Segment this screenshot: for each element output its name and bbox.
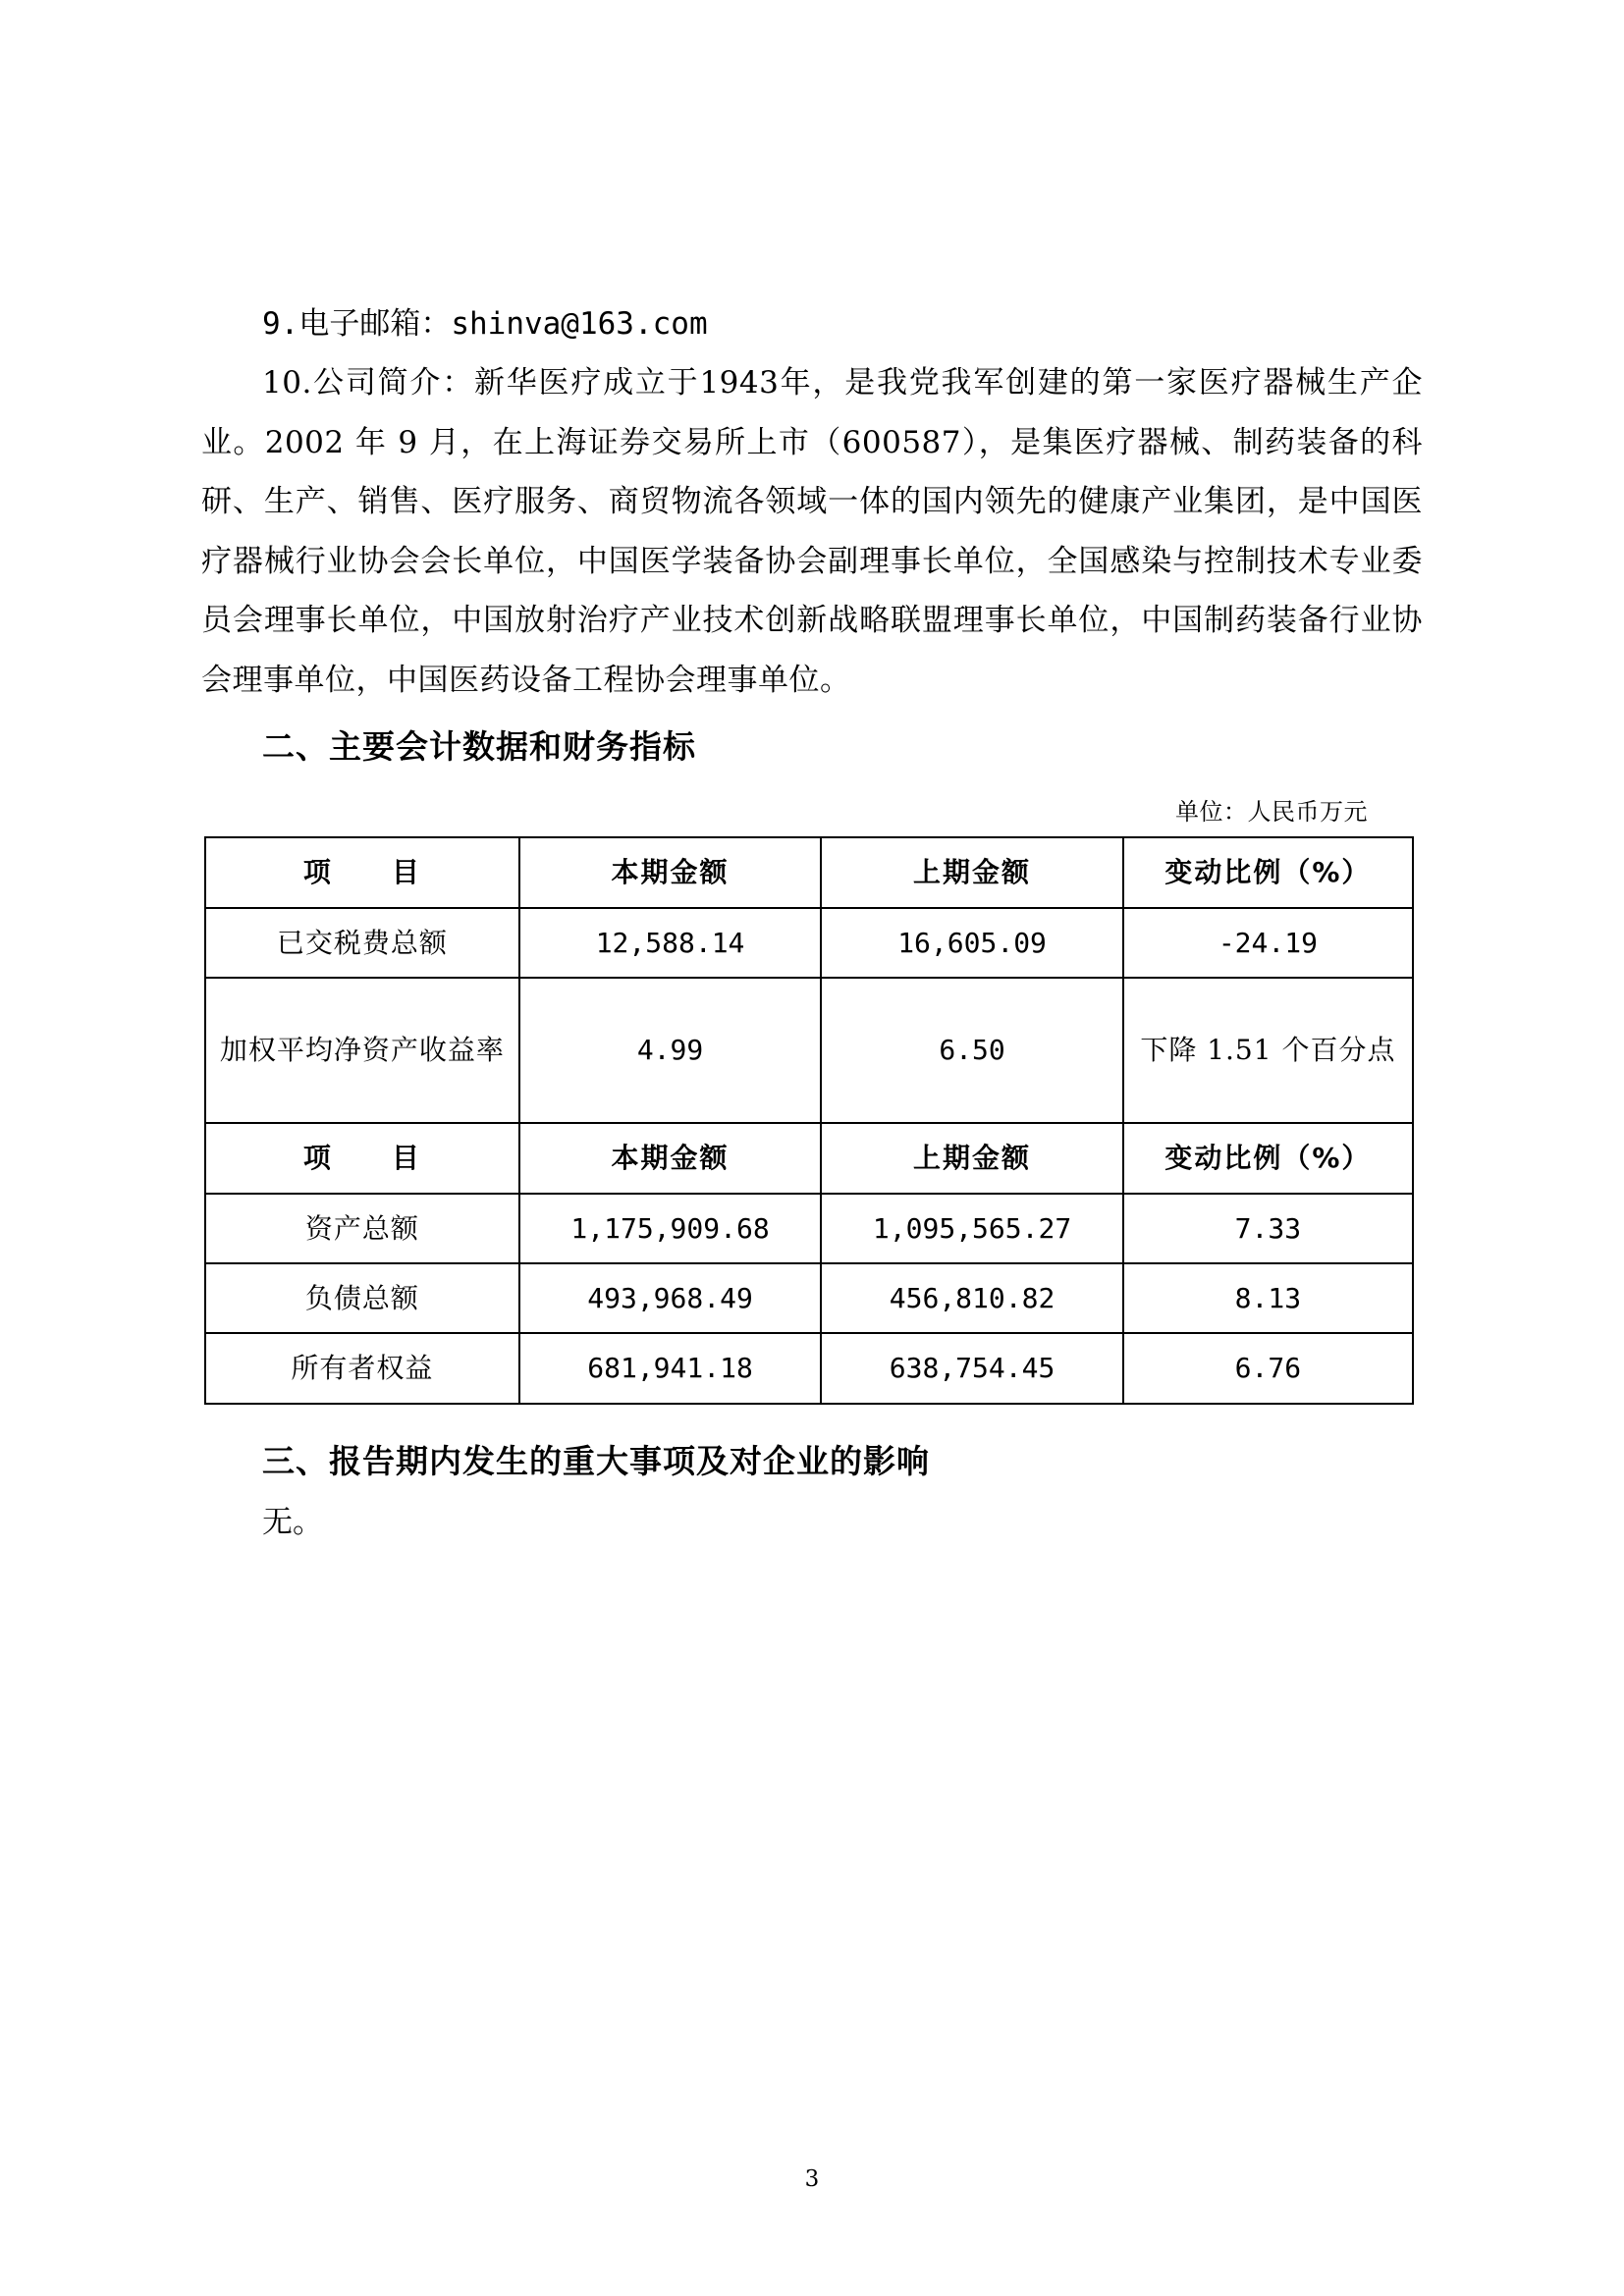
table-cell-value: 6.50 bbox=[821, 978, 1123, 1123]
table-header-row-1 bbox=[205, 837, 1413, 907]
paragraph-item-9: 9.电子邮箱：shinva@163.com bbox=[262, 306, 708, 342]
page-number: 3 bbox=[804, 2166, 820, 2192]
table-row bbox=[205, 978, 1413, 1123]
table-cell-label: 负债总额 bbox=[205, 1263, 519, 1333]
table-header-cell: 变动比例（%） bbox=[1123, 837, 1413, 907]
financial-data-table bbox=[204, 836, 1414, 1404]
table-cell-value: 638,754.45 bbox=[821, 1333, 1123, 1403]
table-header-cell: 上期金额 bbox=[821, 837, 1123, 907]
table-row bbox=[205, 1333, 1413, 1403]
table-cell-value: -24.19 bbox=[1123, 908, 1413, 978]
table-row bbox=[205, 1194, 1413, 1263]
table-header-cell: 本期金额 bbox=[519, 837, 822, 907]
table-row bbox=[205, 1263, 1413, 1333]
table-header-cell: 上期金额 bbox=[821, 1123, 1123, 1193]
table-cell-value: 12,588.14 bbox=[519, 908, 822, 978]
table-cell-value: 下降 1.51 个百分点 bbox=[1123, 978, 1413, 1123]
table-cell-label: 加权平均净资产收益率 bbox=[205, 978, 519, 1123]
table-cell-value: 7.33 bbox=[1123, 1194, 1413, 1263]
paragraph-item-10: 10.公司简介：新华医疗成立于1943年，是我党我军创建的第一家医疗器械生产企业。2002 年 9 月，在上海证券交易所上市（600587），是集医疗器械、制药装备的科研、生产、销售、医疗服务、商贸物流各领域一体的国内领先的健康产业集团，是中国医疗器械行业协会会长单位，中国医学装备协会副理事长单位，全国感染与控制技术专业委员会理事长单位，中国放射治疗产业技术创新战略联盟理事长单位，中国制药装备行业协会理事单位，中国医药设备工程协会理事单位。 bbox=[201, 365, 1423, 698]
section-three-body: 无。 bbox=[262, 1505, 323, 1541]
table-cell-label: 资产总额 bbox=[205, 1194, 519, 1263]
table-unit-note: 单位：人民币万元 bbox=[1175, 798, 1368, 827]
table-cell-value: 6.76 bbox=[1123, 1333, 1413, 1403]
section-heading-two: 二、主要会计数据和财务指标 bbox=[262, 727, 696, 767]
table-cell-value: 1,175,909.68 bbox=[519, 1194, 822, 1263]
table-cell-value: 1,095,565.27 bbox=[821, 1194, 1123, 1263]
table-cell-value: 8.13 bbox=[1123, 1263, 1413, 1333]
table-row bbox=[205, 908, 1413, 978]
table-cell-label: 已交税费总额 bbox=[205, 908, 519, 978]
table-header-cell: 项 目 bbox=[205, 1123, 519, 1193]
table-header-cell: 变动比例（%） bbox=[1123, 1123, 1413, 1193]
table-header-row-2 bbox=[205, 1123, 1413, 1193]
table-cell-value: 4.99 bbox=[519, 978, 822, 1123]
table-cell-value: 493,968.49 bbox=[519, 1263, 822, 1333]
table-header-cell: 本期金额 bbox=[519, 1123, 822, 1193]
table-cell-value: 456,810.82 bbox=[821, 1263, 1123, 1333]
table-header-cell: 项 目 bbox=[205, 837, 519, 907]
table-cell-value: 681,941.18 bbox=[519, 1333, 822, 1403]
table-cell-label: 所有者权益 bbox=[205, 1333, 519, 1403]
section-heading-three: 三、报告期内发生的重大事项及对企业的影响 bbox=[262, 1441, 930, 1480]
table-cell-value: 16,605.09 bbox=[821, 908, 1123, 978]
